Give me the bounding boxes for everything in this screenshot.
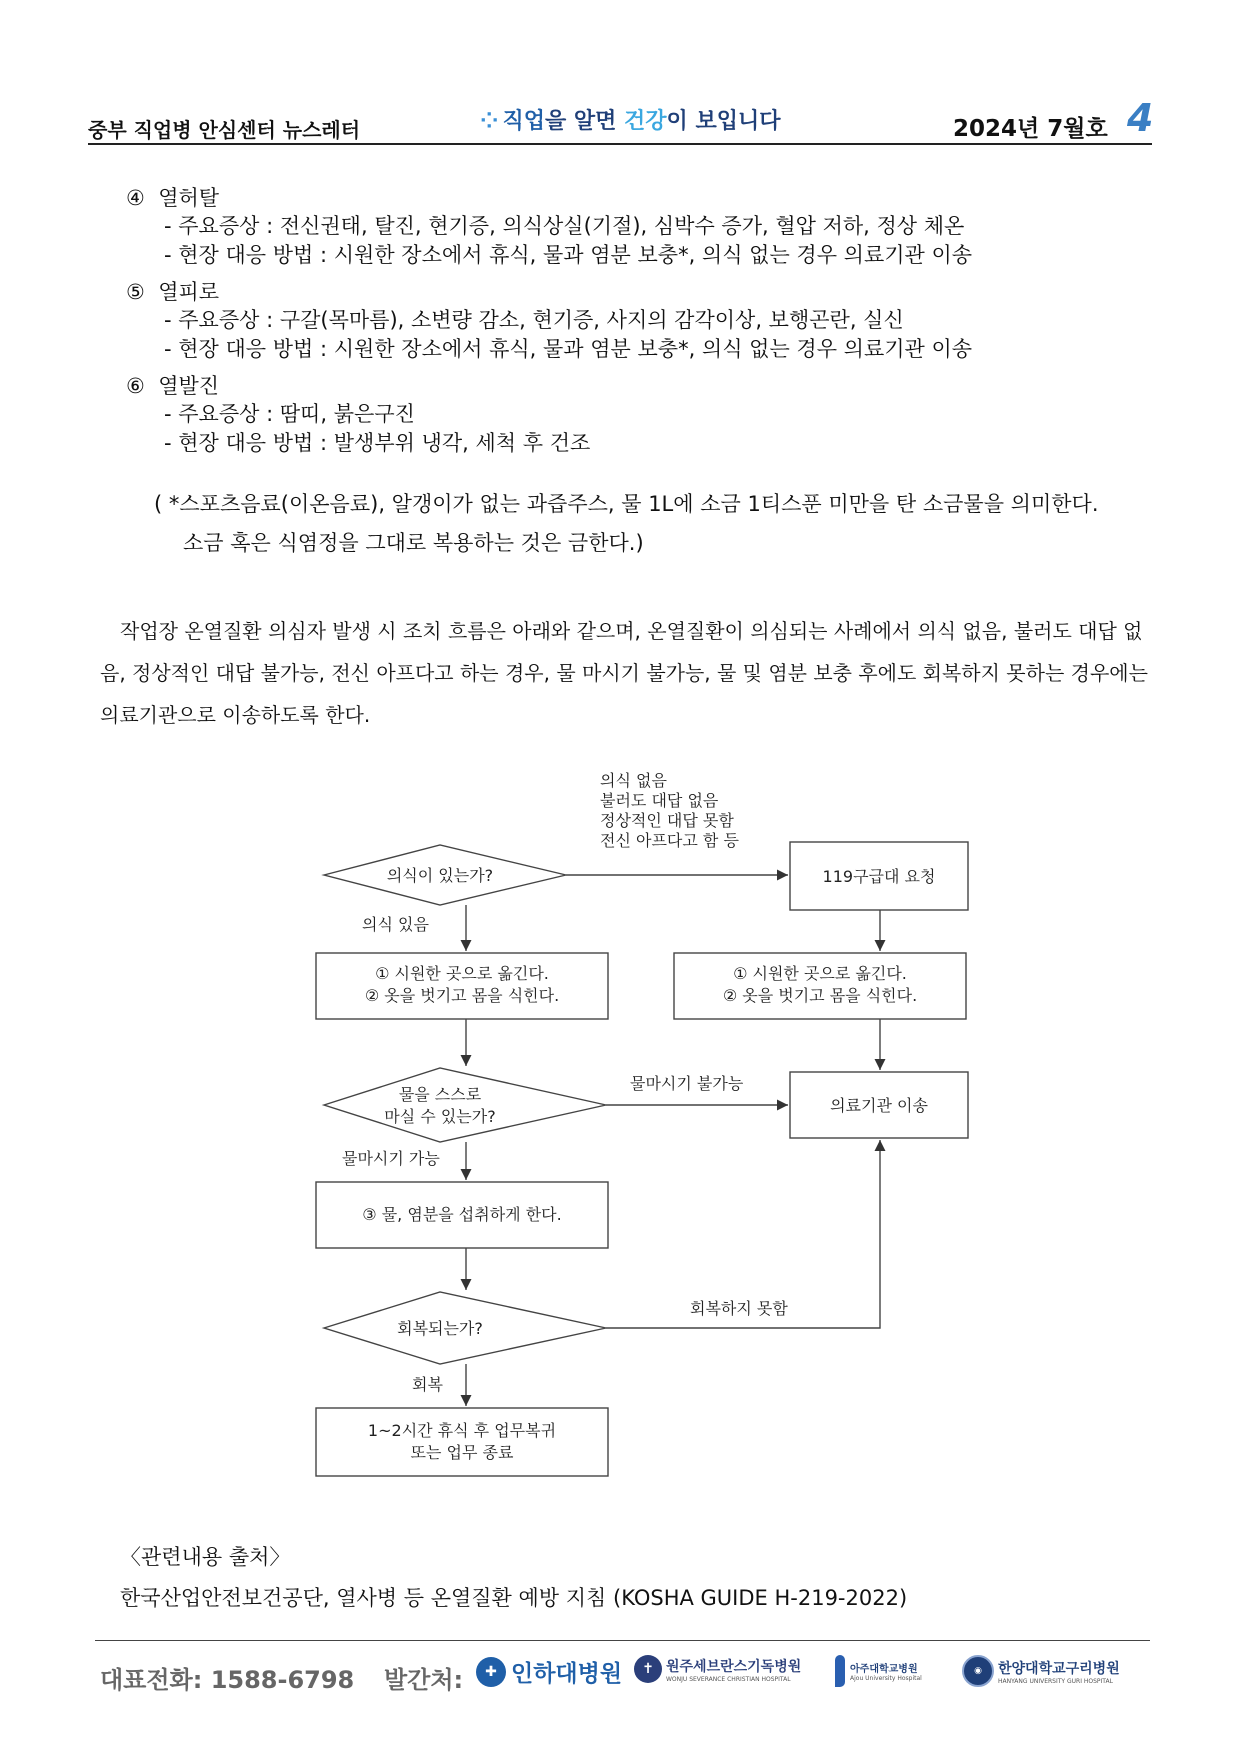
inha-emblem-icon: ✚ [476,1657,506,1687]
item-heading [126,182,219,212]
step1-right: ① 시원한 곳으로 옮긴다. [733,964,907,983]
item-symptoms: - 주요증상 : 땀띠, 붉은구진 [164,402,415,426]
logo-inha-name: 인하대병원 [511,1661,623,1687]
wonju-emblem-icon: ✝ [634,1655,662,1683]
newsletter-title: 중부 직업병 안심센터 뉴스레터 [88,118,361,142]
footnote-line-2: 소금 혹은 식염정을 그대로 복용하는 것은 금한다.) [183,531,644,555]
logo-hanyang [962,1655,1120,1687]
header-divider [88,143,1152,145]
logo-wonju-name: 원주세브란스기독병원 [666,1658,802,1675]
slogan-part-2: 을 알면 [544,109,625,134]
hospital: 의료기관 이송 [830,1096,928,1115]
item-title: 열허탈 [158,186,220,210]
no-conscious-2: 불러도 대답 없음 [600,791,719,810]
q-drink-1: 물을 스스로 [398,1085,482,1104]
no-conscious-4: 전신 아프다고 함 등 [600,831,739,850]
footnote-line-1: ( *스포츠음료(이온음료), 알갱이가 없는 과즙주스, 물 1L에 소금 1티스푼 미만을 탄 소금물을 의미한다. [154,492,1099,516]
slogan-part-4: 이 보입니다 [666,109,781,134]
step3: ③ 물, 염분을 섭취하게 한다. [362,1205,562,1224]
item-number: ⑥ [126,374,145,398]
can-drink: 물마시기 가능 [342,1149,440,1168]
recovered: 회복 [412,1375,443,1394]
source-text: 한국산업안전보건공단, 열사병 등 온열질환 예방 지침 (KOSHA GUIDE H-219-2022) [120,1586,908,1610]
not-recovered: 회복하지 못함 [690,1299,788,1318]
source-label: 〈관련내용 출처〉 [120,1545,291,1569]
footer-divider [95,1640,1150,1641]
logo-ajou [835,1655,922,1687]
footer-phone: 대표전화: 1588-6798 [100,1666,355,1694]
logo-hanyang-sub: HANYANG UNIVERSITY GURI HOSPITAL [998,1677,1113,1685]
result-1: 1~2시간 휴식 후 업무복귀 [367,1421,557,1440]
item-title: 열발진 [158,374,220,398]
step1-left: ① 시원한 곳으로 옮긴다. [375,964,549,983]
item-response: - 현장 대응 방법 : 발생부위 냉각, 세척 후 건조 [164,431,591,455]
hanyang-emblem-icon: ◉ [962,1655,994,1687]
slogan-part-1: 직업 [502,109,545,134]
item-number: ④ [126,186,145,210]
logo-wonju [634,1655,801,1683]
logo-ajou-sub: Ajou University Hospital [850,1675,922,1682]
item-heading [126,276,219,306]
box-result [316,1408,608,1476]
logo-wonju-sub: WONJU SEVERANCE CHRISTIAN HOSPITAL [666,1675,791,1683]
page-number: 4 [1127,96,1154,140]
q-recover: 회복되는가? [397,1319,483,1338]
item-symptoms: - 주요증상 : 전신권태, 탈진, 현기증, 의식상실(기절), 심박수 증가, 혈압 저하, 정상 체온 [164,214,965,238]
slogan-part-3: 건강 [624,109,667,134]
item-response: - 현장 대응 방법 : 시원한 장소에서 휴식, 물과 염분 보충*, 의식 없는 경우 의료기관 이송 [164,243,973,267]
logo-hanyang-name: 한양대학교구리병원 [998,1660,1120,1677]
conscious-yes: 의식 있음 [362,915,429,934]
call-119: 119구급대 요청 [822,867,936,886]
ajou-emblem-icon [835,1655,845,1687]
item-number: ⑤ [126,280,145,304]
footer-publisher-label: 발간처: [384,1666,464,1694]
decision-drink [324,1068,606,1142]
heat-illness-flowchart [300,770,980,1490]
q-drink-2: 마실 수 있는가? [384,1107,496,1126]
issue-date: 2024년 7월호 [953,116,1108,142]
item-response: - 현장 대응 방법 : 시원한 장소에서 휴식, 물과 염분 보충*, 의식 없는 경우 의료기관 이송 [164,337,973,361]
step2-left: ② 옷을 벗기고 몸을 식힌다. [364,986,560,1005]
flow-description: 작업장 온열질환 의심자 발생 시 조치 흐름은 아래와 같으며, 온열질환이 의심되는 사례에서 의식 없음, 불러도 대답 없음, 정상적인 대답 불가능, 전신 아프다고 하는 경우, 물 마시기 불가능, 물 및 염분 보충 후에도 회복하지 못하는 경우에는 의료기관으로 이송하도록 한다. [100,619,1148,727]
sparkle-icon: ⁘ [480,109,499,134]
q-conscious: 의식이 있는가? [386,866,494,885]
logo-ajou-name: 아주대학교병원 [850,1664,918,1675]
result-2: 또는 업무 종료 [410,1443,514,1462]
cannot-drink: 물마시기 불가능 [630,1074,744,1093]
item-heading [126,370,219,400]
item-title: 열피로 [158,280,220,304]
step2-right: ② 옷을 벗기고 몸을 식힌다. [722,986,918,1005]
logo-inha [476,1655,622,1688]
item-symptoms: - 주요증상 : 구갈(목마름), 소변량 감소, 현기증, 사지의 감각이상, 보행곤란, 실신 [164,308,904,332]
slogan [480,104,780,135]
no-conscious-1: 의식 없음 [600,771,667,790]
no-conscious-3: 정상적인 대답 못함 [600,811,734,830]
